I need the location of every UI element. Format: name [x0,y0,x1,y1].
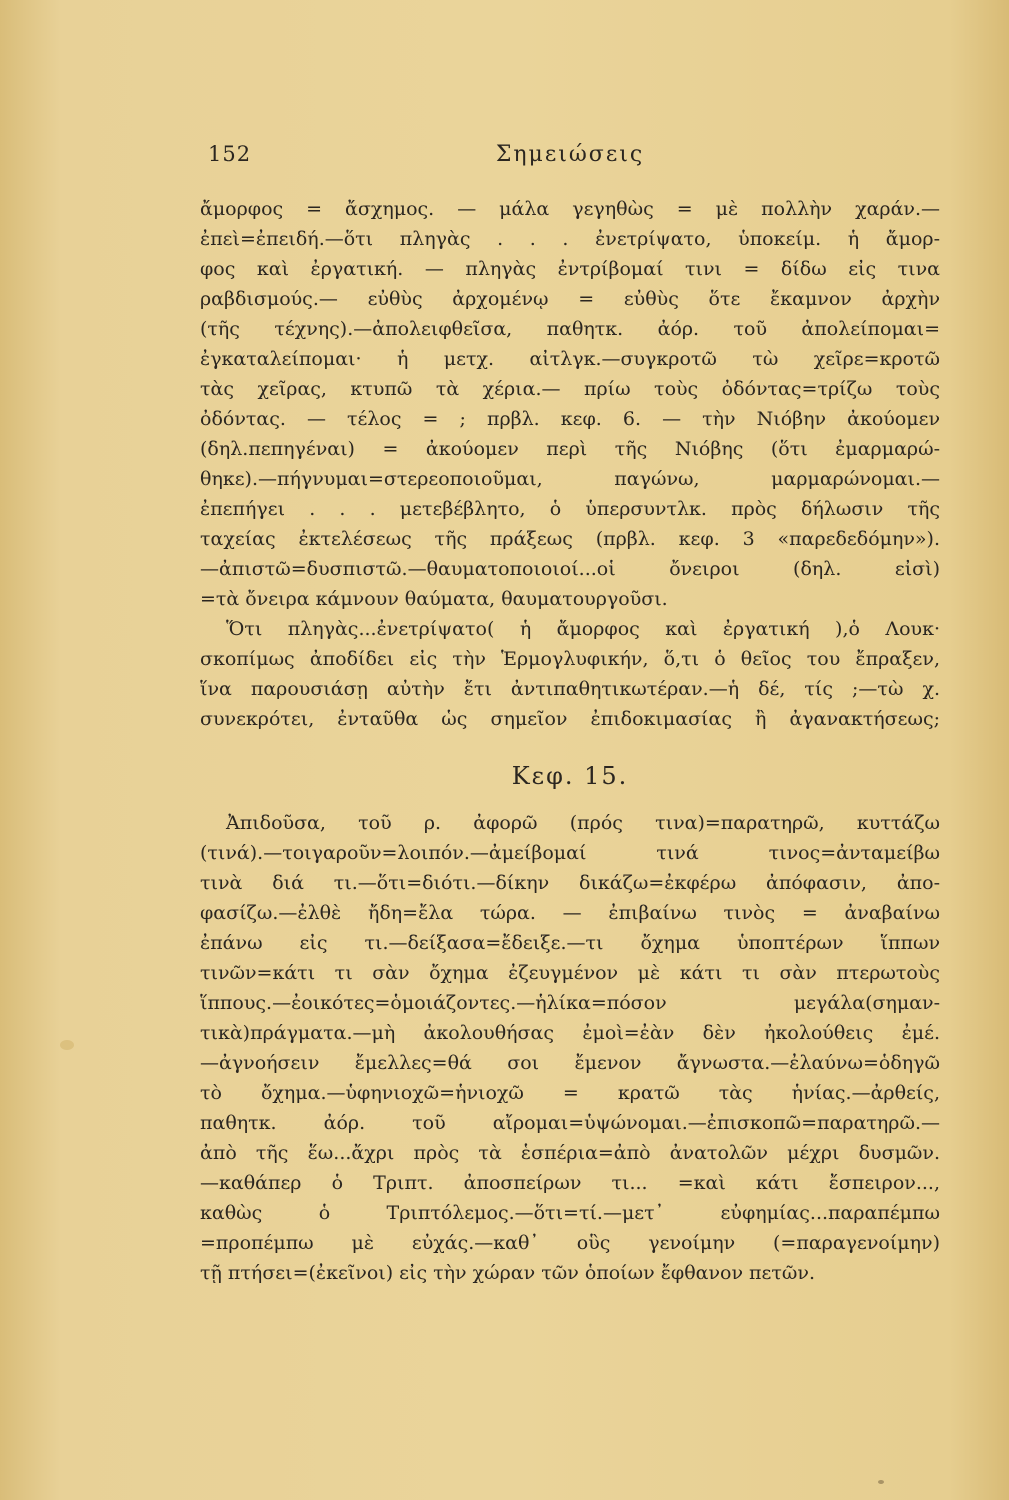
text-line: ἐπεπήγει . . . μετεβέβλητο, ὁ ὑπερσυντλκ. πρὸς δήλωσιν τῆς [200,498,940,520]
text-line: παθητκ. ἀόρ. τοῦ αἴρομαι=ὑψώνομαι.—ἐπισκοπῶ=παρατηρῶ.— [200,1112,940,1134]
notes-paragraph [200,808,940,1288]
chapter-heading: Κεφ. 15. [511,762,629,790]
text-line: =τὰ ὄνειρα κάμνουν θαύματα, θαυματουργοῦσι. [200,588,668,610]
text-line: ραβδισμούς.— εὐθὺς ἀρχομένῳ = εὐθὺς ὅτε ἔκαμνον ἀρχὴν [200,288,940,310]
text-line: Ὅτι πληγὰς...ἐνετρίψατο( ἡ ἄμορφος καὶ ἐργατική ),ὁ Λουκ· [226,618,940,640]
text-line: (τινά).—τοιγαροῦν=λοιπόν.—ἀμείβομαί τινά τινος=ἀνταμείβω [200,842,940,864]
notes-body [200,194,940,1288]
text-line: ἵππους.—ἐοικότες=ὁμοιάζοντες.—ἡλίκα=πόσον μεγάλα(σημαν- [200,992,940,1014]
text-line: τινὰ διά τι.—ὅτι=διότι.—δίκην δικάζω=ἐκφέρω ἀπόφασιν, ἀπο- [200,872,940,894]
text-line: —ἀγνοήσειν ἔμελλες=θά σοι ἔμενον ἄγνωστα.—ἐλαύνω=ὁδηγῶ [200,1052,940,1074]
text-line: ἀπὸ τῆς ἕω...ἄχρι πρὸς τὰ ἑσπέρια=ἀπὸ ἀνατολῶν μέχρι δυσμῶν. [200,1142,940,1164]
text-line: φασίζω.—ἐλθὲ ἤδη=ἔλα τώρα. — ἐπιβαίνω τινὸς = ἀναβαίνω [200,902,940,924]
text-line: (τῆς τέχνης).—ἀπολειφθεῖσα, παθητκ. ἀόρ. τοῦ ἀπολείπομαι= [200,318,940,340]
text-line: φος καὶ ἐργατική. — πληγὰς ἐντρίβομαί τινι = δίδω εἰς τινα [200,258,940,280]
ink-speck [878,1480,884,1484]
text-line: τὸ ὄχημα.—ὑφηνιοχῶ=ἡνιοχῶ = κρατῶ τὰς ἡνίας.—ἀρθείς, [200,1082,940,1104]
text-line: —καθάπερ ὁ Τριπτ. ἀποσπείρων τι... =καὶ κάτι ἔσπειρον..., [200,1172,940,1194]
text-line: τῇ πτήσει=(ἐκεῖνοι) εἰς τὴν χώραν τῶν ὁποίων ἔφθανον πετῶν. [200,1262,815,1284]
commentary-paragraph [200,614,940,734]
text-line: τικὰ)πράγματα.—μὴ ἀκολουθήσας ἐμοὶ=ἐὰν δὲν ἠκολούθεις ἐμέ. [200,1022,940,1044]
text-line: τινῶν=κάτι τι σὰν ὄχημα ἐζευγμένον μὲ κάτι τι σὰν πτερωτοὺς [200,962,940,984]
text-line: τὰς χεῖρας, κτυπῶ τὰ χέρια.— πρίω τοὺς ὀδόντας=τρίζω τοὺς [200,378,940,400]
text-line: ταχείας ἐκτελέσεως τῆς πράξεως (πρβλ. κεφ. 3 «παρεδεδόμην»). [200,528,940,550]
paper-stain [60,1040,74,1050]
text-line: ἵνα παρουσιάσῃ αὐτὴν ἔτι ἀντιπαθητικωτέραν.—ἡ δέ, τίς ;—τὼ χ. [200,678,940,700]
page-header [200,142,940,178]
text-line: ἄμορφος = ἄσχημος. — μάλα γεγηθὼς = μὲ πολλὴν χαράν.— [200,198,940,220]
text-line: =προπέμπω μὲ εὐχάς.—καθ᾽ οὓς γενοίμην (=παραγενοίμην) [200,1232,940,1254]
notes-paragraph [200,194,940,614]
running-title: Σημειώσεις [495,142,645,167]
text-line: σκοπίμως ἀποδίδει εἰς τὴν Ἑρμογλυφικήν, ὅ,τι ὁ θεῖος του ἔπραξεν, [200,648,940,670]
text-line: καθὼς ὁ Τριπτόλεμος.—ὅτι=τί.—μετ᾽ εὐφημίας...παραπέμπω [200,1202,940,1224]
text-line: ἐγκαταλείπομαι· ἡ μετχ. αἰτλγκ.—συγκροτῶ τὼ χεῖρε=κροτῶ [200,348,940,370]
text-line: ἐπάνω εἰς τι.—δείξασα=ἔδειξε.—τι ὄχημα ὑποπτέρων ἵππων [200,932,940,954]
text-line: συνεκρότει, ἐνταῦθα ὡς σημεῖον ἐπιδοκιμασίας ἢ ἀγανακτήσεως; [200,708,940,730]
text-line: ἐπεὶ=ἐπειδή.—ὅτι πληγὰς . . . ἐνετρίψατο, ὑποκείμ. ἡ ἄμορ- [200,228,940,250]
text-line: —ἀπιστῶ=δυσπιστῶ.—θαυματοποιοιοί...οἱ ὄνειροι (δηλ. εἰσὶ) [200,558,940,580]
text-line: (δηλ.πεπηγέναι) = ἀκούομεν περὶ τῆς Νιόβης (ὅτι ἐμαρμαρώ- [200,438,940,460]
text-line: Ἀπιδοῦσα, τοῦ ρ. ἀφορῶ (πρός τινα)=παρατηρῶ, κυττάζω [226,812,940,834]
text-line: θηκε).—πήγνυμαι=στερεοποιοῦμαι, παγώνω, μαρμαρώνομαι.— [200,468,940,490]
text-line: ὀδόντας. — τέλος = ; πρβλ. κεφ. 6. — τὴν Νιόβην ἀκούομεν [200,408,940,430]
page-number: 152 [208,142,252,166]
